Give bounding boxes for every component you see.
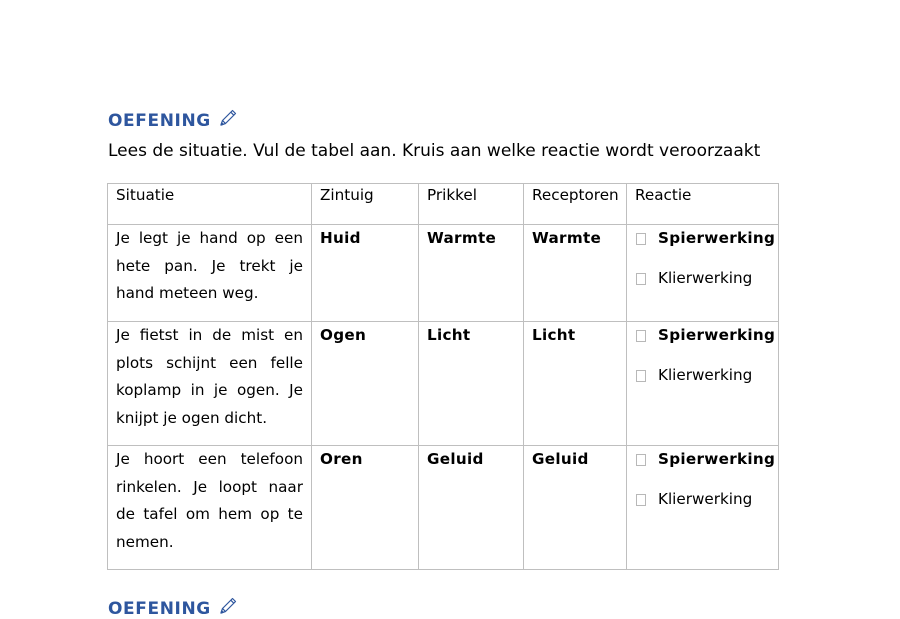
reactie-option[interactable]: [635, 266, 770, 291]
reactie-option[interactable]: [635, 487, 770, 512]
option-label: Klierwerking: [658, 365, 753, 384]
option-label: Spierwerking: [658, 449, 776, 468]
checkbox[interactable]: [636, 273, 646, 285]
table-header-row: [108, 184, 779, 225]
zintuig-cell[interactable]: Oren: [312, 446, 419, 570]
receptoren-cell[interactable]: Warmte: [524, 225, 627, 322]
reactie-cell: [627, 225, 779, 322]
table-row: [108, 225, 779, 322]
situatie-cell: Je fietst in de mist en plots schijnt een felle koplamp in je ogen. Je knijpt je ogen dicht.: [108, 322, 312, 446]
exercise-instruction: Lees de situatie. Vul de tabel aan. Kruis aan welke reactie wordt veroorzaakt: [108, 141, 761, 161]
situatie-cell: Je hoort een telefoon rinkelen. Je loopt naar de tafel om hem op te nemen.: [108, 446, 312, 570]
situatie-cell: Je legt je hand op een hete pan. Je trekt je hand meteen weg.: [108, 225, 312, 322]
checkbox[interactable]: [636, 454, 646, 466]
header-reactie: Reactie: [627, 184, 779, 225]
exercise-heading: [108, 108, 238, 131]
zintuig-cell[interactable]: Ogen: [312, 322, 419, 446]
zintuig-cell[interactable]: Huid: [312, 225, 419, 322]
header-situatie: Situatie: [108, 184, 312, 225]
reactie-option[interactable]: [635, 447, 776, 472]
pencil-icon: [218, 108, 238, 128]
reactie-option[interactable]: [635, 363, 770, 388]
header-receptoren: Receptoren: [524, 184, 627, 225]
exercise-table: [107, 183, 779, 570]
table-row: [108, 322, 779, 446]
checkbox[interactable]: [636, 233, 646, 245]
receptoren-cell[interactable]: Geluid: [524, 446, 627, 570]
checkbox[interactable]: [636, 370, 646, 382]
reactie-cell: [627, 322, 779, 446]
header-prikkel: Prikkel: [419, 184, 524, 225]
header-zintuig: Zintuig: [312, 184, 419, 225]
prikkel-cell[interactable]: Licht: [419, 322, 524, 446]
receptoren-cell[interactable]: Licht: [524, 322, 627, 446]
exercise-title: OEFENING: [108, 599, 211, 619]
prikkel-cell[interactable]: Geluid: [419, 446, 524, 570]
reactie-option[interactable]: [635, 226, 776, 251]
reactie-cell: [627, 446, 779, 570]
next-exercise-heading: [108, 596, 238, 619]
pencil-icon: [218, 596, 238, 616]
exercise-title: OEFENING: [108, 111, 211, 131]
option-label: Klierwerking: [658, 268, 753, 287]
table-row: [108, 446, 779, 570]
option-label: Spierwerking: [658, 325, 776, 344]
option-label: Klierwerking: [658, 489, 753, 508]
checkbox[interactable]: [636, 494, 646, 506]
prikkel-cell[interactable]: Warmte: [419, 225, 524, 322]
checkbox[interactable]: [636, 330, 646, 342]
reactie-option[interactable]: [635, 323, 776, 348]
option-label: Spierwerking: [658, 228, 776, 247]
